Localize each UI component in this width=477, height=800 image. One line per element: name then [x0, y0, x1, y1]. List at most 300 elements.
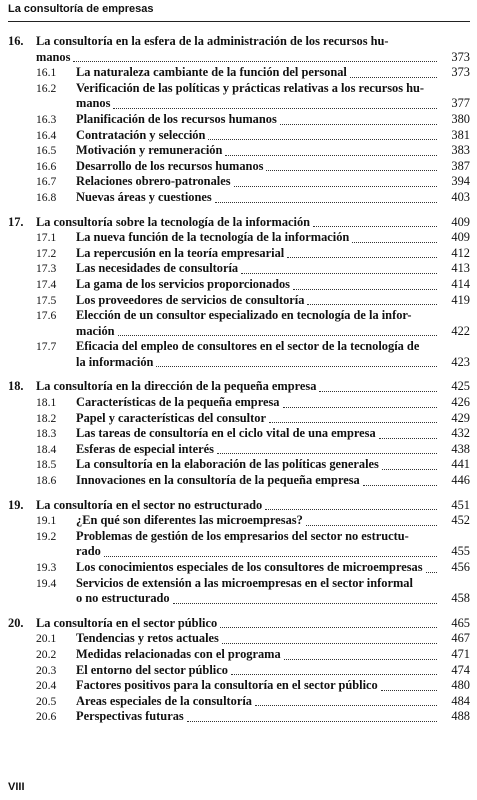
indent-spacer [8, 395, 36, 411]
section-title-text: Desarrollo de los recursos humanos [76, 158, 264, 173]
page-number-cell: 419 [451, 292, 470, 307]
section-title-text: Perspectivas futuras [76, 709, 184, 724]
page-number-cell: 432 [451, 426, 470, 441]
section-title [76, 457, 440, 473]
page-number-cell: 425 [451, 379, 470, 394]
dot-leader [217, 452, 437, 454]
page-number-cell: 429 [451, 410, 470, 425]
section-number: 16.7 [36, 175, 57, 189]
section-row [8, 426, 470, 442]
section-row [8, 560, 470, 576]
page-number-cell: 403 [451, 189, 470, 204]
indent-spacer [8, 112, 36, 128]
page-number-cell: 381 [451, 127, 470, 142]
section-title [76, 709, 440, 725]
dot-leader [426, 571, 437, 573]
section-number-cell [8, 576, 76, 592]
section-number-cell [8, 709, 76, 725]
section-row [8, 293, 470, 309]
section-row [8, 631, 470, 647]
indent-spacer [8, 442, 36, 458]
page-number-cell: 409 [451, 214, 470, 229]
section-number-cell [8, 190, 76, 206]
section-title [76, 174, 440, 190]
section-title [76, 293, 440, 309]
section-title-text: manos [76, 96, 111, 111]
page-number-cell: 426 [451, 395, 470, 410]
section-row [8, 246, 470, 262]
section-row [8, 473, 470, 489]
indent-spacer [8, 81, 36, 97]
section-title-text: La repercusión en la teoría empresarial [76, 245, 285, 260]
section-number: 20.4 [36, 679, 57, 693]
section-title [76, 560, 440, 576]
dot-leader [241, 272, 437, 274]
indent-spacer [8, 576, 36, 592]
section-number-cell [8, 143, 76, 159]
section-number-cell [8, 65, 76, 81]
page-number-cell: 484 [451, 693, 470, 708]
page-number-cell: 467 [451, 631, 470, 646]
section-title [76, 190, 440, 206]
page-number-cell: 373 [451, 49, 470, 64]
section-row [8, 591, 470, 607]
section-row [8, 174, 470, 190]
chapter-title-row [8, 498, 470, 514]
dot-leader [215, 201, 437, 203]
section-title-text: La gama de los servicios proporcionados [76, 276, 290, 291]
section-title-text: la información [76, 354, 154, 369]
section-row [8, 647, 470, 663]
section-title-text: Innovaciones en la consultoría de la pequeña empresa [76, 473, 360, 488]
section-row [8, 65, 470, 81]
dot-leader [234, 185, 437, 187]
section-row [8, 339, 470, 355]
toc-chapter [8, 379, 470, 488]
section-number-cell [8, 411, 76, 427]
dot-leader [73, 60, 437, 62]
section-row [8, 128, 470, 144]
indent-spacer [8, 143, 36, 159]
toc-chapter [8, 215, 470, 371]
chapter-title-text: La consultoría en el sector público [36, 615, 218, 630]
section-row [8, 576, 470, 592]
section-number: 17.2 [36, 246, 57, 260]
section-row [8, 709, 470, 725]
indent-spacer [8, 174, 36, 190]
dot-leader [104, 555, 437, 557]
section-number: 18.1 [36, 396, 57, 410]
section-number-cell [8, 246, 76, 262]
toc-chapter [8, 616, 470, 725]
chapter-title-text: La consultoría en la esfera de la administración de los recursos hu- [36, 34, 389, 48]
section-number: 20.5 [36, 694, 57, 708]
section-title-text: Esferas de especial interés [76, 441, 214, 456]
section-number-cell [8, 442, 76, 458]
indent-spacer [8, 128, 36, 144]
section-row [8, 143, 470, 159]
section-number-cell [8, 112, 76, 128]
chapter-title-text: manos [36, 49, 71, 64]
section-title [76, 529, 440, 545]
section-title [76, 324, 440, 340]
section-title-text: La nueva función de la tecnología de la información [76, 230, 350, 245]
section-row [8, 308, 470, 324]
section-number: 17.7 [36, 340, 57, 354]
page-number-cell: 422 [451, 323, 470, 338]
chapter-title-text: La consultoría sobre la tecnología de la información [36, 214, 311, 229]
page-number-cell: 455 [451, 544, 470, 559]
section-title-text: Areas especiales de la consultoría [76, 693, 252, 708]
section-title-text: La consultoría en la elaboración de las políticas generales [76, 457, 379, 472]
dot-leader [379, 437, 437, 439]
dot-leader [381, 689, 437, 691]
page-number-cell: 441 [451, 457, 470, 472]
section-row [8, 529, 470, 545]
section-number-cell [8, 473, 76, 489]
dot-leader [284, 658, 437, 660]
section-number: 17.4 [36, 277, 57, 291]
dot-leader [266, 169, 437, 171]
section-title [76, 591, 440, 607]
section-title [76, 96, 440, 112]
section-title [76, 576, 440, 592]
chapter-number: 18. [8, 379, 24, 394]
indent-spacer [8, 230, 36, 246]
section-number-cell [8, 174, 76, 190]
section-number: 17.1 [36, 231, 57, 245]
section-row [8, 230, 470, 246]
section-row [8, 324, 470, 340]
section-number: 17.3 [36, 262, 57, 276]
section-number: 19.3 [36, 561, 57, 574]
page-number-cell: 394 [451, 174, 470, 189]
section-number: 16.8 [36, 190, 57, 204]
dot-leader [269, 421, 437, 423]
section-number-cell [8, 277, 76, 293]
chapter-title-row [8, 616, 470, 632]
section-number: 16.1 [36, 66, 57, 80]
dot-leader [283, 406, 438, 408]
indent-spacer [8, 709, 36, 725]
section-number-cell [8, 159, 76, 175]
section-row [8, 112, 470, 128]
chapter-title [36, 34, 440, 50]
section-number: 19.2 [36, 529, 57, 543]
toc-chapter [8, 34, 470, 206]
section-title-text: Verificación de las políticas y prácticas relativas a los recursos hu- [76, 80, 425, 95]
page-number-cell: 373 [451, 65, 470, 80]
dot-leader [287, 256, 437, 258]
indent-spacer [8, 631, 36, 647]
indent-spacer [8, 339, 36, 355]
indent-spacer [8, 426, 36, 442]
page-number-cell: 456 [451, 560, 470, 574]
section-title-text: Contratación y selección [76, 127, 206, 142]
indent-spacer [8, 261, 36, 277]
page-number-cell: 488 [451, 709, 470, 724]
section-title [76, 663, 440, 679]
section-title [76, 65, 440, 81]
page-number-cell: 423 [451, 354, 470, 369]
section-number: 20.2 [36, 647, 57, 661]
dot-leader [225, 154, 437, 156]
section-title-text: Medidas relacionadas con el programa [76, 646, 281, 661]
section-row [8, 694, 470, 710]
section-number: 19.1 [36, 514, 57, 528]
chapter-title-row [8, 379, 470, 395]
section-title [76, 230, 440, 246]
page-number-cell: 474 [451, 662, 470, 677]
dot-leader [293, 288, 437, 290]
dot-leader [307, 303, 437, 305]
page-number-cell: 412 [451, 245, 470, 260]
indent-spacer [8, 277, 36, 293]
dot-leader [280, 123, 437, 125]
section-number-cell [8, 560, 76, 576]
indent-spacer [8, 473, 36, 489]
section-title-text: Relaciones obrero-patronales [76, 174, 231, 189]
indent-spacer [8, 190, 36, 206]
dot-leader [352, 241, 437, 243]
running-header: La consultoría de empresas [8, 3, 154, 15]
section-number: 16.6 [36, 159, 57, 173]
page-number-cell: 452 [451, 513, 470, 528]
section-number-cell [8, 457, 76, 473]
section-row [8, 277, 470, 293]
section-title-text: mación [76, 323, 115, 338]
indent-spacer [8, 694, 36, 710]
section-title-text: Los conocimientos especiales de los consultores de microempresas [76, 560, 423, 574]
dot-leader [220, 626, 437, 628]
page-number: VIII [8, 781, 25, 793]
section-title [76, 261, 440, 277]
section-title-text: Tendencias y retos actuales [76, 631, 219, 646]
indent-spacer [8, 513, 36, 529]
page-number-cell: 451 [451, 497, 470, 512]
section-title-text: Planificación de los recursos humanos [76, 111, 277, 126]
section-number-cell [8, 128, 76, 144]
dot-leader [231, 673, 437, 675]
dot-leader [118, 334, 437, 336]
section-row [8, 663, 470, 679]
section-number-cell [8, 339, 76, 355]
section-number: 20.3 [36, 663, 57, 677]
chapter-title-row [8, 215, 470, 231]
section-number-cell [8, 293, 76, 309]
section-title-text: rado [76, 544, 101, 559]
section-row [8, 457, 470, 473]
section-number: 18.5 [36, 458, 57, 472]
section-title-text: Problemas de gestión de los empresarios del sector no estructu- [76, 528, 409, 543]
indent-spacer [8, 246, 36, 262]
section-number: 19.4 [36, 576, 57, 590]
chapter-title [36, 50, 440, 66]
indent-spacer [8, 65, 36, 81]
section-number: 16.3 [36, 112, 57, 126]
section-row [8, 513, 470, 529]
section-title-text: Elección de un consultor especializado en tecnología de la infor- [76, 308, 412, 323]
section-number-cell [8, 261, 76, 277]
section-row [8, 544, 470, 560]
dot-leader [265, 508, 437, 510]
section-title [76, 426, 440, 442]
dot-leader [255, 704, 437, 706]
page-number-cell: 465 [451, 615, 470, 630]
chapter-title-row [8, 50, 470, 66]
chapter-title-text: La consultoría en el sector no estructurado [36, 497, 263, 512]
header-rule [8, 21, 470, 22]
section-number-cell [8, 647, 76, 663]
chapter-title [36, 379, 440, 395]
section-number: 20.1 [36, 632, 57, 646]
section-number-cell [8, 694, 76, 710]
section-title [76, 442, 440, 458]
chapter-title [36, 498, 440, 514]
section-number: 17.5 [36, 293, 57, 307]
section-title-text: Factores positivos para la consultoría en el sector público [76, 678, 378, 693]
indent-spacer [8, 411, 36, 427]
page-number-cell: 380 [451, 111, 470, 126]
section-row [8, 159, 470, 175]
dot-leader [208, 138, 437, 140]
indent-spacer [8, 529, 36, 545]
indent-spacer [8, 293, 36, 309]
section-title [76, 631, 440, 647]
chapter-number: 16. [8, 34, 24, 48]
section-row [8, 442, 470, 458]
section-row [8, 261, 470, 277]
section-title [76, 647, 440, 663]
page-number-cell: 414 [451, 276, 470, 291]
page-number-cell: 383 [451, 143, 470, 158]
page-number-cell: 377 [451, 96, 470, 111]
chapter-number: 20. [8, 615, 24, 630]
page-number-cell: 413 [451, 261, 470, 276]
section-title [76, 694, 440, 710]
section-number-cell [8, 230, 76, 246]
section-number-cell [8, 395, 76, 411]
chapter-title-text: La consultoría en la dirección de la pequeña empresa [36, 379, 317, 394]
dot-leader [173, 602, 437, 604]
dot-leader [363, 484, 437, 486]
dot-leader [156, 365, 437, 367]
chapter-number: 19. [8, 497, 24, 512]
dot-leader [319, 390, 437, 392]
section-title-text: Los proveedores de servicios de consultoría [76, 292, 305, 307]
dot-leader [306, 524, 437, 526]
section-title-text: Motivación y remuneración [76, 143, 223, 158]
section-number-cell [8, 513, 76, 529]
chapter-title [36, 215, 440, 231]
dot-leader [187, 720, 437, 722]
section-title-text: Características de la pequeña empresa [76, 395, 280, 410]
page-number-cell: 409 [451, 230, 470, 245]
section-title [76, 411, 440, 427]
section-title [76, 277, 440, 293]
indent-spacer [8, 663, 36, 679]
section-title [76, 339, 440, 355]
section-title-text: Las tareas de consultoría en el ciclo vital de una empresa [76, 426, 376, 441]
dot-leader [222, 642, 437, 644]
toc-chapter [8, 498, 470, 607]
section-row [8, 96, 470, 112]
page-number-cell: 471 [451, 646, 470, 661]
page-number-cell: 438 [451, 441, 470, 456]
section-number: 18.6 [36, 474, 57, 488]
section-number: 16.4 [36, 128, 57, 142]
section-title [76, 143, 440, 159]
section-number-cell [8, 678, 76, 694]
section-number-cell [8, 663, 76, 679]
section-number-cell [8, 529, 76, 545]
section-title [76, 128, 440, 144]
section-row [8, 395, 470, 411]
section-number: 16.5 [36, 144, 57, 158]
section-title [76, 112, 440, 128]
section-title-text: Papel y características del consultor [76, 410, 266, 425]
section-title [76, 678, 440, 694]
section-number: 16.2 [36, 81, 57, 95]
page-number-cell: 458 [451, 591, 470, 606]
section-title-text: Las necesidades de consultoría [76, 261, 239, 276]
section-title-text: ¿En qué son diferentes las microempresas? [76, 513, 303, 528]
section-title-text: La naturaleza cambiante de la función del personal [76, 65, 347, 80]
indent-spacer [8, 647, 36, 663]
chapter-title-row [8, 34, 470, 50]
indent-spacer [8, 678, 36, 694]
dot-leader [382, 468, 437, 470]
section-row [8, 81, 470, 97]
section-row [8, 678, 470, 694]
section-title [76, 81, 440, 97]
chapter-title [36, 616, 440, 632]
page-number-cell: 446 [451, 473, 470, 488]
indent-spacer [8, 159, 36, 175]
dot-leader [313, 225, 437, 227]
section-title [76, 159, 440, 175]
dot-leader [113, 107, 437, 109]
section-number: 18.3 [36, 427, 57, 441]
section-number-cell [8, 631, 76, 647]
table-of-contents [8, 34, 470, 734]
section-title [76, 246, 440, 262]
section-title-text: Eficacia del empleo de consultores en el sector de la tecnología de [76, 339, 420, 354]
section-number: 20.6 [36, 710, 57, 724]
section-number: 18.2 [36, 411, 57, 425]
page-number-cell: 480 [451, 678, 470, 693]
section-title [76, 355, 440, 371]
section-title-text: Servicios de extensión a las microempresas en el sector informal [76, 575, 413, 590]
section-number: 17.6 [36, 309, 57, 323]
section-title-text: o no estructurado [76, 591, 170, 606]
section-title [76, 544, 440, 560]
page-number-cell: 387 [451, 158, 470, 173]
indent-spacer [8, 457, 36, 473]
chapter-number: 17. [8, 214, 24, 229]
section-row [8, 355, 470, 371]
section-title [76, 473, 440, 489]
section-number-cell [8, 308, 76, 324]
section-title-text: El entorno del sector público [76, 662, 228, 677]
section-title-text: Nuevas áreas y cuestiones [76, 189, 212, 204]
indent-spacer [8, 560, 36, 576]
dot-leader [350, 76, 437, 78]
indent-spacer [8, 308, 36, 324]
section-number: 18.4 [36, 442, 57, 456]
section-title [76, 308, 440, 324]
section-title [76, 513, 440, 529]
